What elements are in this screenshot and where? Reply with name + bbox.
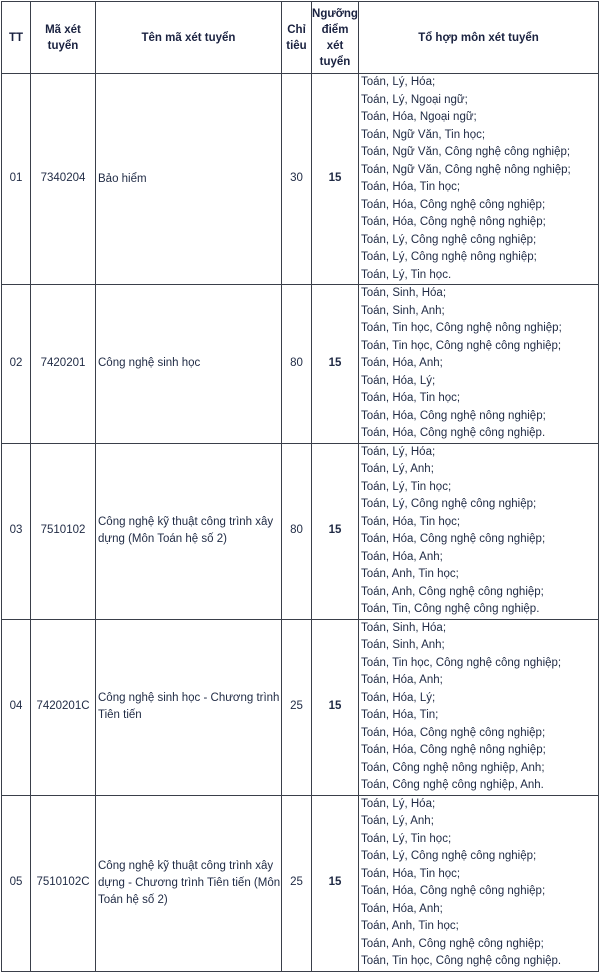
header-name: Tên mã xét tuyển	[96, 2, 282, 74]
row-name: Công nghệ sinh học	[96, 285, 282, 444]
row-tt: 04	[2, 619, 31, 795]
row-code: 7420201C	[31, 619, 96, 795]
combo-item: Toán, Lý, Hóa;	[361, 76, 436, 88]
row-tt: 05	[2, 795, 31, 971]
combo-item: Toán, Lý, Hóa;	[361, 797, 436, 810]
row-quota: 80	[282, 285, 312, 444]
combo-item: Toán, Lý, Ngoại ngữ;	[361, 93, 468, 106]
combo-item: Toán, Tin học, Công nghệ công nghiệp;	[361, 656, 562, 669]
combo-item: Toán, Hóa, Tin học;	[361, 867, 461, 880]
row-tt: 03	[2, 443, 31, 619]
combo-item: Toán, Hóa, Công nghệ nông nghiệp;	[361, 216, 546, 228]
header-combos: Tổ hợp môn xét tuyển	[359, 2, 599, 74]
row-code: 7510102C	[31, 795, 96, 971]
row-combos	[359, 795, 599, 971]
table-row	[2, 74, 599, 285]
table-row	[2, 443, 599, 619]
admission-table	[1, 1, 599, 972]
row-threshold: 15	[312, 285, 359, 444]
combo-item: Toán, Hóa, Anh;	[361, 674, 443, 686]
row-code: 7510102	[31, 443, 96, 619]
combo-item: Toán, Công nghệ nông nghiệp, Anh;	[361, 761, 545, 774]
table-body	[2, 74, 599, 972]
combo-item: Toán, Hóa, Tin học;	[361, 181, 461, 193]
row-threshold: 15	[312, 795, 359, 971]
header-threshold: Ngưỡng điểm xét tuyển	[312, 2, 359, 74]
combo-item: Toán, Anh, Công nghệ công nghiệp;	[361, 585, 544, 598]
combo-item: Toán, Lý, Công nghệ công nghiệp;	[361, 850, 537, 862]
combo-item: Toán, Lý, Anh;	[361, 463, 434, 475]
combo-item: Toán, Tin học, Công nghệ công nghiệp.	[361, 955, 562, 967]
combo-item: Toán, Sinh, Anh;	[361, 304, 445, 317]
combo-item: Toán, Công nghệ công nghiệp, Anh.	[361, 779, 544, 791]
table-row	[2, 795, 599, 971]
row-name: Công nghệ kỹ thuật công trình xây dựng - Chương trình Tiên tiến (Môn Toán hệ số 2)	[96, 795, 282, 971]
row-tt: 02	[2, 285, 31, 444]
combo-item: Toán, Anh, Tin học;	[361, 920, 459, 932]
combo-item: Toán, Ngữ Văn, Tin học;	[361, 128, 486, 141]
row-name: Công nghệ kỹ thuật công trình xây dựng (Môn Toán hệ số 2)	[96, 443, 282, 619]
combo-item: Toán, Hóa, Lý;	[361, 374, 436, 387]
combo-item: Toán, Hóa, Tin học;	[361, 515, 461, 528]
combo-item: Toán, Hóa, Công nghệ nông nghiệp;	[361, 744, 546, 756]
combo-item: Toán, Anh, Công nghệ công nghiệp;	[361, 937, 544, 950]
combo-item: Toán, Lý, Công nghệ nông nghiệp;	[361, 251, 537, 263]
combo-item: Toán, Hóa, Công nghệ công nghiệp;	[361, 198, 546, 211]
row-quota: 30	[282, 74, 312, 285]
row-name: Công nghệ sinh học - Chương trình Tiên tiến	[96, 619, 282, 795]
combo-item: Toán, Tin học, Công nghệ nông nghiệp;	[361, 322, 562, 334]
combo-item: Toán, Hóa, Công nghệ công nghiệp;	[361, 726, 546, 739]
table-row	[2, 619, 599, 795]
row-combos	[359, 74, 599, 285]
combo-item: Toán, Lý, Tin học.	[361, 268, 452, 281]
combo-item: Toán, Anh, Tin học;	[361, 568, 459, 580]
combo-item: Toán, Ngữ Văn, Công nghệ nông nghiệp;	[361, 163, 571, 176]
combo-item: Toán, Hóa, Công nghệ nông nghiệp;	[361, 409, 546, 422]
row-combos	[359, 443, 599, 619]
row-code: 7420201	[31, 285, 96, 444]
row-quota: 25	[282, 619, 312, 795]
combo-item: Toán, Hóa, Ngoại ngữ;	[361, 111, 477, 123]
combo-item: Toán, Lý, Tin học;	[361, 480, 452, 493]
row-code: 7340204	[31, 74, 96, 285]
row-quota: 80	[282, 443, 312, 619]
row-combos	[359, 285, 599, 444]
row-threshold: 15	[312, 619, 359, 795]
header-quota: Chỉ tiêu	[282, 2, 312, 74]
combo-item: Toán, Hóa, Lý;	[361, 691, 436, 704]
combo-item: Toán, Sinh, Hóa;	[361, 287, 447, 299]
header-tt: TT	[2, 2, 31, 74]
row-threshold: 15	[312, 443, 359, 619]
header-row	[2, 2, 599, 74]
combo-item: Toán, Lý, Anh;	[361, 815, 434, 827]
header-code: Mã xét tuyển	[31, 2, 96, 74]
combo-item: Toán, Hóa, Công nghệ công nghiệp;	[361, 533, 546, 545]
combo-item: Toán, Lý, Công nghệ công nghiệp;	[361, 233, 537, 246]
row-name: Bảo hiểm	[96, 74, 282, 285]
combo-item: Toán, Hóa, Công nghệ công nghiệp;	[361, 885, 546, 897]
combo-item: Toán, Hóa, Công nghệ công nghiệp.	[361, 427, 546, 439]
combo-item: Toán, Hóa, Tin học;	[361, 392, 461, 404]
combo-item: Toán, Hóa, Anh;	[361, 902, 443, 915]
combo-item: Toán, Lý, Hóa;	[361, 445, 436, 458]
combo-item: Toán, Lý, Tin học;	[361, 832, 452, 845]
combo-item: Toán, Hóa, Anh;	[361, 550, 443, 563]
combo-item: Toán, Lý, Công nghệ công nghiệp;	[361, 498, 537, 510]
combo-item: Toán, Ngữ Văn, Công nghệ công nghiệp;	[361, 146, 571, 158]
row-tt: 01	[2, 74, 31, 285]
row-quota: 25	[282, 795, 312, 971]
combo-item: Toán, Sinh, Hóa;	[361, 621, 447, 634]
row-threshold: 15	[312, 74, 359, 285]
combo-item: Toán, Hóa, Tin;	[361, 709, 439, 721]
combo-item: Toán, Tin học, Công nghệ công nghiệp;	[361, 339, 562, 352]
combo-item: Toán, Hóa, Anh;	[361, 357, 443, 369]
table-row	[2, 285, 599, 444]
combo-item: Toán, Tin, Công nghệ công nghiệp.	[361, 603, 540, 615]
row-combos	[359, 619, 599, 795]
combo-item: Toán, Sinh, Anh;	[361, 639, 445, 651]
